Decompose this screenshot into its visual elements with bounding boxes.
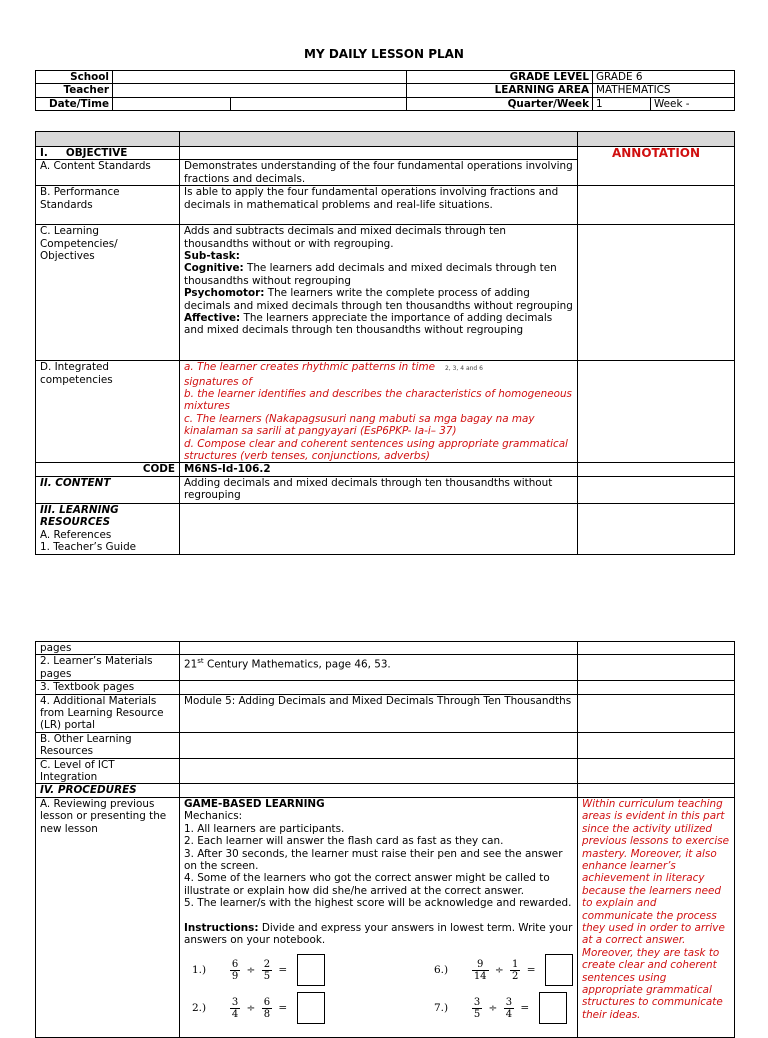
header-table — [35, 70, 735, 111]
objective-number: I. — [40, 147, 48, 159]
equals: = — [278, 964, 288, 977]
learners-materials-value[interactable] — [180, 655, 578, 681]
objective-label: OBJECTIVE — [65, 147, 128, 159]
problem-1 — [192, 954, 325, 986]
teacher-field[interactable] — [113, 84, 407, 97]
denominator: 14 — [473, 970, 487, 982]
denominator: 4 — [231, 1008, 239, 1020]
lesson-table-1 — [35, 131, 735, 555]
time-signatures: 2, 3, 4 and 6 — [444, 365, 483, 373]
annotation-cell[interactable] — [578, 732, 735, 758]
problems-area — [184, 954, 573, 1024]
fraction — [230, 959, 240, 982]
grey-header-cell — [578, 132, 735, 147]
lm-value-text: Century Mathematics, page 46, 53. — [203, 658, 391, 671]
numerator: 6 — [231, 958, 239, 970]
operator: ÷ — [488, 1002, 498, 1015]
fraction — [230, 997, 240, 1020]
review-annotation[interactable]: Within curriculum teaching areas is evident in this part since the activity utilized previous lessons to exercise mastery. Moreover, it also enhance learner’s achievement in literacy because the learners need to explain and communicate the process they used in order to arrive at a correct answer. Moreover, they are task to create clear and coherent sentences using appropriate grammatical structures to communicate their ideas. — [578, 797, 735, 1037]
equals: = — [526, 964, 536, 977]
game-title: GAME-BASED LEARNING — [184, 797, 325, 810]
numerator: 3 — [505, 996, 513, 1008]
operator: ÷ — [246, 1002, 256, 1015]
date-time-label: Date/Time — [36, 97, 113, 110]
cognitive-objective — [184, 262, 573, 287]
lm-value-number: 21 — [184, 658, 198, 671]
grade-level-label: GRADE LEVEL — [407, 71, 593, 84]
instructions — [184, 922, 573, 947]
annotation-cell[interactable] — [578, 463, 735, 476]
page-title: MY DAILY LESSON PLAN — [304, 47, 464, 61]
code-label: CODE — [36, 463, 180, 476]
review-lesson-value[interactable] — [180, 797, 578, 1037]
instructions-label: Instructions: — [184, 921, 259, 934]
numerator: 2 — [263, 958, 271, 970]
fraction — [262, 997, 272, 1020]
additional-materials-value[interactable]: Module 5: Adding Decimals and Mixed Decimals Through Ten Thousandths — [180, 694, 578, 732]
annotation-cell[interactable] — [578, 758, 735, 784]
grey-header-cell — [180, 132, 578, 147]
week-value[interactable]: Week - — [651, 97, 735, 110]
mechanic-2: 2. Each learner will answer the flash card as fast as they can. — [184, 835, 504, 848]
additional-materials-label: 4. Additional Materials from Learning Resource (LR) portal — [36, 694, 180, 732]
pages-value[interactable] — [180, 642, 578, 655]
mechanic-3: 3. After 30 seconds, the learner must raise their pen and see the answer on the screen. — [184, 847, 563, 872]
annotation-cell[interactable] — [578, 476, 735, 503]
psychomotor-objective — [184, 287, 573, 312]
objective-content[interactable] — [180, 147, 578, 160]
learning-resources-label: III. LEARNING RESOURCES — [40, 503, 119, 529]
problem-label: 7.) — [434, 1002, 449, 1015]
learning-area-label: LEARNING AREA — [407, 84, 593, 97]
annotation-cell[interactable] — [578, 681, 735, 694]
mechanic-4: 4. Some of the learners who got the correct answer might be called to illustrate or explain how did she/he arrived at the correct answer. — [184, 872, 550, 897]
answer-box[interactable] — [539, 992, 567, 1024]
other-resources-value[interactable] — [180, 732, 578, 758]
psychomotor-label: Psychomotor: — [184, 287, 265, 300]
school-field[interactable] — [113, 71, 407, 84]
fraction — [472, 959, 489, 982]
integrated-item-a — [184, 361, 573, 375]
fraction — [504, 997, 514, 1020]
denominator: 5 — [473, 1008, 481, 1020]
affective-label: Affective: — [184, 312, 241, 325]
annotation-cell[interactable] — [578, 784, 735, 797]
annotation-cell[interactable] — [578, 503, 735, 554]
annotation-cell[interactable] — [578, 186, 735, 225]
answer-box[interactable] — [297, 992, 325, 1024]
equals: = — [520, 1002, 530, 1015]
operator: ÷ — [494, 964, 504, 977]
ict-integration-label: C. Level of ICT Integration — [36, 758, 180, 784]
textbook-value[interactable] — [180, 681, 578, 694]
fraction — [262, 959, 272, 982]
operator: ÷ — [246, 964, 256, 977]
annotation-cell[interactable] — [578, 361, 735, 463]
numerator: 9 — [472, 959, 489, 971]
ict-integration-value[interactable] — [180, 758, 578, 784]
time-field[interactable] — [231, 97, 407, 110]
teacher-label: Teacher — [36, 84, 113, 97]
integrated-item-d: d. Compose clear and coherent sentences using appropriate grammatical structures (verb tenses, conjunctions, adverbs) — [184, 437, 568, 463]
answer-box[interactable] — [297, 954, 325, 986]
fraction — [510, 959, 520, 982]
affective-text: The learners appreciate the importance of adding decimals and mixed decimals through ten thousandths without regrouping — [184, 312, 553, 337]
learners-materials-label: 2. Learner’s Materials pages — [36, 655, 180, 681]
denominator: 2 — [512, 970, 519, 982]
lm-value-suffix: st — [197, 657, 204, 666]
denominator: 4 — [505, 1008, 513, 1020]
textbook-label: 3. Textbook pages — [36, 681, 180, 694]
integrated-competencies-label: D. Integrated competencies — [36, 361, 180, 463]
numerator: 3 — [473, 996, 481, 1008]
school-label: School — [36, 71, 113, 84]
grade-level-value[interactable]: GRADE 6 — [593, 71, 735, 84]
cognitive-label: Cognitive: — [184, 262, 244, 275]
problem-label: 2.) — [192, 1002, 207, 1015]
affective-objective — [184, 312, 573, 337]
denominator: 5 — [263, 970, 271, 982]
annotation-cell[interactable] — [578, 694, 735, 732]
problem-7 — [434, 992, 567, 1024]
denominator: 9 — [231, 970, 239, 982]
annotation-cell[interactable] — [578, 225, 735, 361]
equals: = — [278, 1002, 288, 1015]
mechanic-5: 5. The learner/s with the highest score will be acknowledge and rewarded. — [184, 897, 572, 910]
mechanics-label: Mechanics: — [184, 810, 243, 823]
problem-label: 1.) — [192, 964, 207, 977]
problem-label: 6.) — [434, 964, 449, 977]
content-standards-value[interactable]: Demonstrates understanding of the four fundamental operations involving fractions and decimals. — [180, 160, 578, 186]
date-field[interactable] — [113, 97, 231, 110]
resources-value[interactable] — [180, 503, 578, 554]
procedures-value[interactable] — [180, 784, 578, 797]
annotation-cell[interactable] — [578, 642, 735, 655]
learning-area-value[interactable]: MATHEMATICS — [593, 84, 735, 97]
numerator: 3 — [231, 996, 239, 1008]
cognitive-text: The learners add decimals and mixed decimals through ten thousandths without regrouping — [184, 262, 557, 287]
answer-box[interactable] — [545, 954, 573, 986]
references-label: A. References — [40, 528, 112, 541]
instructions-text: Divide and express your answers in lowest term. Write your answers on your notebook. — [184, 921, 573, 946]
other-resources-label: B. Other Learning Resources — [36, 732, 180, 758]
psychomotor-text: The learners write the complete process of adding decimals and mixed decimals through ten thousandths without regrouping — [184, 287, 573, 312]
grey-header-cell — [36, 132, 180, 147]
content-standards-label: A. Content Standards — [36, 160, 180, 186]
fraction — [472, 997, 482, 1020]
content-label: II. CONTENT — [36, 476, 180, 503]
annotation-heading: ANNOTATION — [578, 147, 735, 186]
performance-standards-value[interactable]: Is able to apply the four fundamental operations involving fractions and decimals in mathematical problems and real-life situations. — [180, 186, 578, 225]
subtask-label: Sub-task: — [184, 250, 240, 263]
annotation-cell[interactable] — [578, 655, 735, 681]
content-value[interactable]: Adding decimals and mixed decimals through ten thousandths without regrouping — [180, 476, 578, 503]
quarter-value[interactable]: 1 — [593, 97, 651, 110]
mechanic-1: 1. All learners are participants. — [184, 822, 345, 835]
performance-standards-label: B. Performance Standards — [36, 186, 180, 225]
numerator: 1 — [512, 958, 519, 970]
procedures-label: IV. PROCEDURES — [36, 784, 180, 797]
competencies-label: C. Learning Competencies/ Objectives — [36, 225, 180, 361]
competency-main: Adds and subtracts decimals and mixed decimals through ten thousandths without or with regrouping. — [184, 225, 507, 250]
numerator: 6 — [263, 996, 271, 1008]
problem-6 — [434, 954, 573, 986]
denominator: 8 — [263, 1008, 271, 1020]
integrated-item-b: b. the learner identifies and describes the characteristics of homogeneous mixtures — [184, 388, 572, 413]
quarter-week-label: Quarter/Week — [407, 97, 593, 110]
teachers-guide-label: 1. Teacher’s Guide — [40, 541, 137, 554]
problem-2 — [192, 992, 325, 1024]
integrated-a-text: a. The learner creates rhythmic patterns in time — [184, 361, 436, 374]
objective-heading — [36, 147, 180, 160]
integrated-item-a2: signatures of — [184, 375, 252, 388]
integrated-item-c: c. The learners (Nakapagsusuri nang mabuti sa mga bagay na may kinalaman sa sarili at pangyayari (EsP6PKP- Ia-i– 37) — [184, 412, 535, 438]
pages-label: pages — [36, 642, 180, 655]
integrated-competencies-value[interactable] — [180, 361, 578, 463]
code-value[interactable]: M6NS-Id-106.2 — [180, 463, 578, 476]
learning-resources-cell — [36, 503, 180, 554]
review-lesson-label: A. Reviewing previous lesson or presenting the new lesson — [36, 797, 180, 1037]
lesson-table-2 — [35, 641, 735, 1038]
competencies-value[interactable] — [180, 225, 578, 361]
